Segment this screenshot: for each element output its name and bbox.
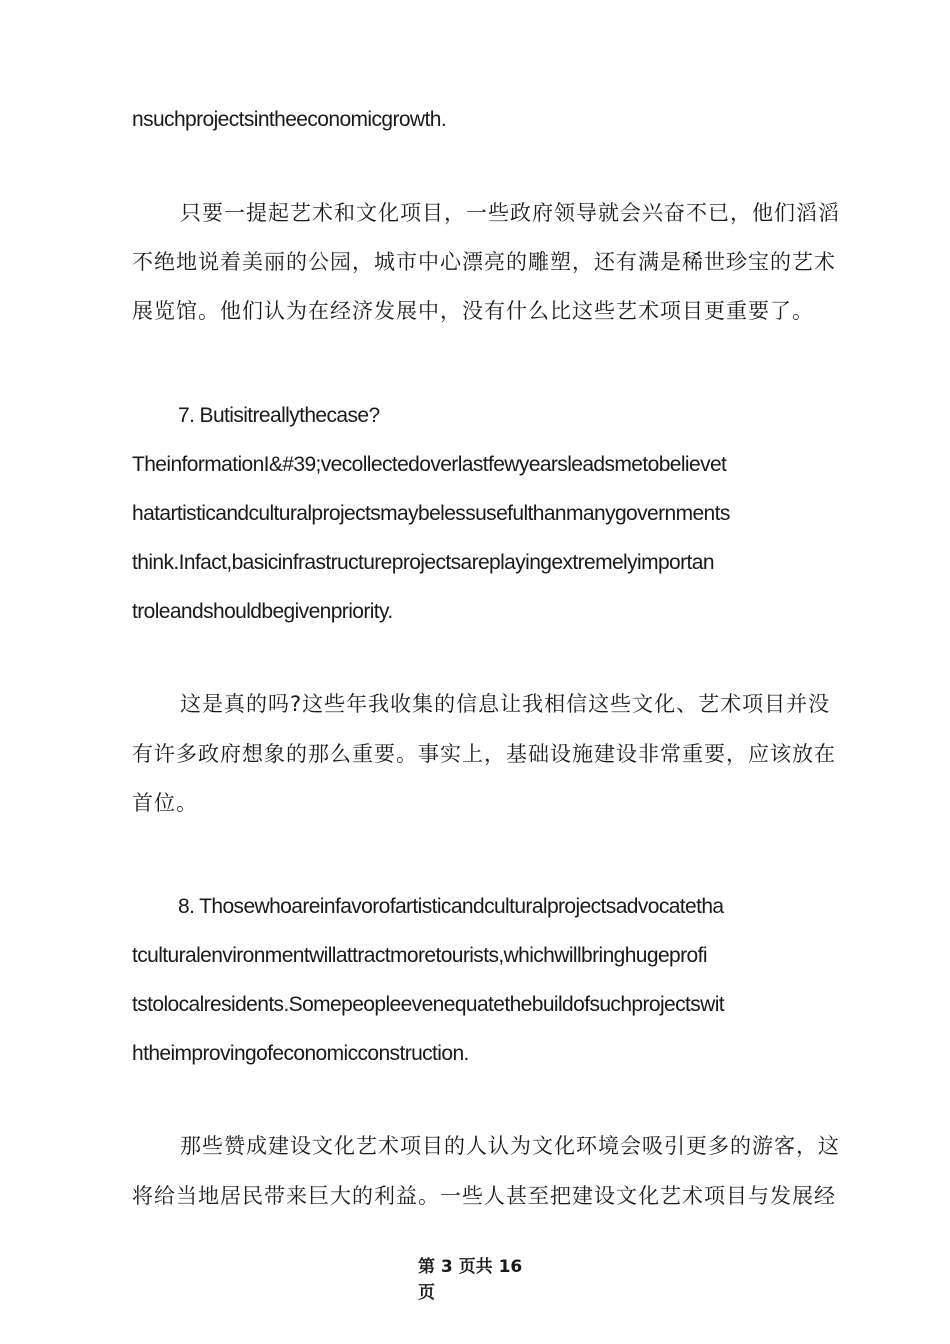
text-line: 那些赞成建设文化艺术项目的人认为文化环境会吸引更多的游客，这 [180,1134,840,1158]
page-number-line: 页 [418,1283,435,1303]
text-line: htheimprovingofeconomicconstruction. [132,1042,469,1065]
text-line: nsuchprojectsintheeconomicgrowth. [132,108,447,131]
text-line: 这是真的吗?这些年我收集的信息让我相信这些文化、艺术项目并没 [180,692,831,716]
text-line: tculturalenvironmentwillattractmoretourists,whichwillbringhugeprofi [132,944,707,967]
text-line: 7. Butisitreallythecase? [178,404,380,427]
text-line: hatartisticandculturalprojectsmaybelessusefulthanmanygovernments [132,502,730,525]
text-line: 将给当地居民带来巨大的利益。一些人甚至把建设文化艺术项目与发展经 [132,1184,836,1208]
text-line: 不绝地说着美丽的公园，城市中心漂亮的雕塑，还有满是稀世珍宝的艺术 [132,250,836,274]
page-number-footer [418,1254,558,1306]
text-line: 8. Thosewhoareinfavorofartisticandculturalprojectsadvocatetha [178,895,724,918]
text-line: TheinformationI&#39;vecollectedoverlastfewyearsleadsmetobelievet [132,453,727,476]
text-line: troleandshouldbegivenpriority. [132,600,393,623]
text-line: 展览馆。他们认为在经济发展中，没有什么比这些艺术项目更重要了。 [132,299,814,323]
page-number-line: 第 3 页共 16 [418,1257,523,1277]
text-line: tstolocalresidents.Somepeopleevenequatethebuildofsuchprojectswit [132,993,725,1016]
text-line: 只要一提起艺术和文化项目，一些政府领导就会兴奋不已，他们滔滔 [180,201,840,225]
text-line: 有许多政府想象的那么重要。事实上，基础设施建设非常重要，应该放在 [132,742,836,766]
text-line: think.Infact,basicinfrastructureprojectsareplayingextremelyimportan [132,551,714,574]
text-line: 首位。 [132,791,198,815]
